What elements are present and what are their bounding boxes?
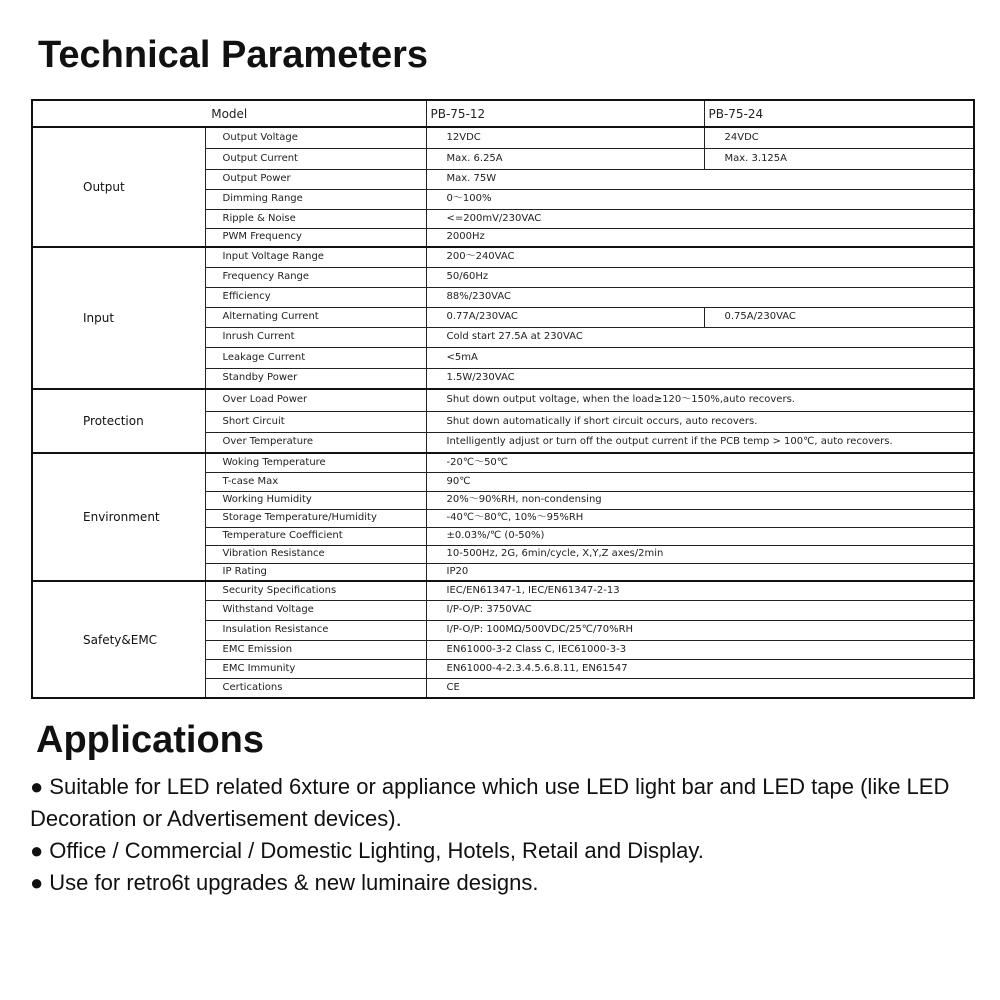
parameter-name: Insulation Resistance [205, 620, 426, 640]
group-label: Output [32, 127, 205, 247]
parameter-name: EMC Immunity [205, 659, 426, 678]
application-item [30, 867, 980, 899]
spec-group [32, 127, 974, 247]
model-column-1: PB-75-12 [426, 100, 704, 127]
parameter-value: ±0.03%/℃ (0-50%) [426, 527, 974, 545]
parameter-name: Working Humidity [205, 491, 426, 509]
parameter-value-pb-75-12: Max. 6.25A [426, 148, 704, 169]
parameter-value: 90℃ [426, 472, 974, 491]
parameter-name: Storage Temperature/Humidity [205, 509, 426, 527]
parameter-value: Shut down automatically if short circuit occurs, auto recovers. [426, 411, 974, 432]
parameter-value-pb-75-24: 24VDC [704, 127, 974, 148]
parameter-value: 200～240VAC [426, 247, 974, 267]
spec-group [32, 453, 974, 581]
page-title: Technical Parameters [38, 34, 429, 76]
parameter-value: I/P-O/P: 3750VAC [426, 600, 974, 620]
parameter-name: EMC Emission [205, 640, 426, 659]
parameter-value: Shut down output voltage, when the load≥120～150%,auto recovers. [426, 389, 974, 411]
parameter-name: Leakage Current [205, 347, 426, 368]
parameter-value: CE [426, 678, 974, 698]
parameter-value: IP20 [426, 563, 974, 581]
parameter-value: Max. 75W [426, 169, 974, 189]
parameter-value: Cold start 27.5A at 230VAC [426, 327, 974, 347]
model-column-2: PB-75-24 [704, 100, 974, 127]
table-row [32, 389, 974, 411]
bullet-icon: ● [30, 774, 44, 799]
parameter-name: Output Current [205, 148, 426, 169]
parameter-value: 0～100% [426, 189, 974, 209]
parameter-name: Efficiency [205, 287, 426, 307]
parameter-name: PWM Frequency [205, 228, 426, 247]
parameter-name: Security Specifications [205, 581, 426, 600]
parameter-name: Certications [205, 678, 426, 698]
parameter-value: <5mA [426, 347, 974, 368]
parameter-name: Withstand Voltage [205, 600, 426, 620]
parameter-name: Output Power [205, 169, 426, 189]
parameter-value: IEC/EN61347-1, IEC/EN61347-2-13 [426, 581, 974, 600]
parameter-value-pb-75-24: Max. 3.125A [704, 148, 974, 169]
parameter-value: 88%/230VAC [426, 287, 974, 307]
parameter-value: 20%～90%RH, non-condensing [426, 491, 974, 509]
parameter-name: IP Rating [205, 563, 426, 581]
parameter-value: 10-500Hz, 2G, 6min/cycle, X,Y,Z axes/2min [426, 545, 974, 563]
parameter-name: Vibration Resistance [205, 545, 426, 563]
group-label: Protection [32, 389, 205, 453]
applications-title: Applications [36, 719, 265, 761]
parameter-value-pb-75-12: 0.77A/230VAC [426, 307, 704, 327]
parameter-name: Inrush Current [205, 327, 426, 347]
parameter-name: Input Voltage Range [205, 247, 426, 267]
application-text: Office / Commercial / Domestic Lighting, Hotels, Retail and Display. [49, 838, 704, 863]
spec-group [32, 389, 974, 453]
parameter-name: Output Voltage [205, 127, 426, 148]
parameter-value: EN61000-3-2 Class C, IEC61000-3-3 [426, 640, 974, 659]
parameter-name: Standby Power [205, 368, 426, 389]
parameter-value: 2000Hz [426, 228, 974, 247]
parameter-name: Alternating Current [205, 307, 426, 327]
parameter-value-pb-75-24: 0.75A/230VAC [704, 307, 974, 327]
parameter-name: Dimming Range [205, 189, 426, 209]
parameter-name: Woking Temperature [205, 453, 426, 472]
parameter-name: Frequency Range [205, 267, 426, 287]
bullet-icon: ● [30, 838, 44, 863]
parameter-value: -20℃～50℃ [426, 453, 974, 472]
bullet-icon: ● [30, 870, 44, 895]
parameter-name: Over Temperature [205, 432, 426, 453]
spec-group [32, 247, 974, 389]
parameter-name: Over Load Power [205, 389, 426, 411]
table-row [32, 247, 974, 267]
parameter-value: I/P-O/P: 100MΩ/500VDC/25℃/70%RH [426, 620, 974, 640]
model-header: Model [32, 100, 426, 127]
group-label: Input [32, 247, 205, 389]
parameter-value-pb-75-12: 12VDC [426, 127, 704, 148]
parameter-name: Temperature Coefficient [205, 527, 426, 545]
application-text: Suitable for LED related 6xture or appliance which use LED light bar and LED tape (like LED Decoration or Advertisement devices). [30, 774, 950, 831]
parameter-value: Intelligently adjust or turn off the output current if the PCB temp > 100℃, auto recovers. [426, 432, 974, 453]
table-row [32, 453, 974, 472]
parameter-value: <=200mV/230VAC [426, 209, 974, 228]
group-label: Environment [32, 453, 205, 581]
parameter-value: 50/60Hz [426, 267, 974, 287]
application-text: Use for retro6t upgrades & new luminaire designs. [49, 870, 539, 895]
parameter-value: 1.5W/230VAC [426, 368, 974, 389]
group-label: Safety&EMC [32, 581, 205, 698]
table-header-row [32, 100, 974, 127]
parameter-name: Ripple & Noise [205, 209, 426, 228]
spec-group [32, 581, 974, 698]
applications-list [30, 771, 980, 899]
parameter-value: EN61000-4-2.3.4.5.6.8.11, EN61547 [426, 659, 974, 678]
application-item [30, 835, 980, 867]
parameter-name: T-case Max [205, 472, 426, 491]
technical-parameters-table [31, 99, 975, 699]
table-row [32, 581, 974, 600]
parameter-name: Short Circuit [205, 411, 426, 432]
table-row [32, 127, 974, 148]
application-item [30, 771, 980, 835]
parameter-value: -40℃～80℃, 10%～95%RH [426, 509, 974, 527]
